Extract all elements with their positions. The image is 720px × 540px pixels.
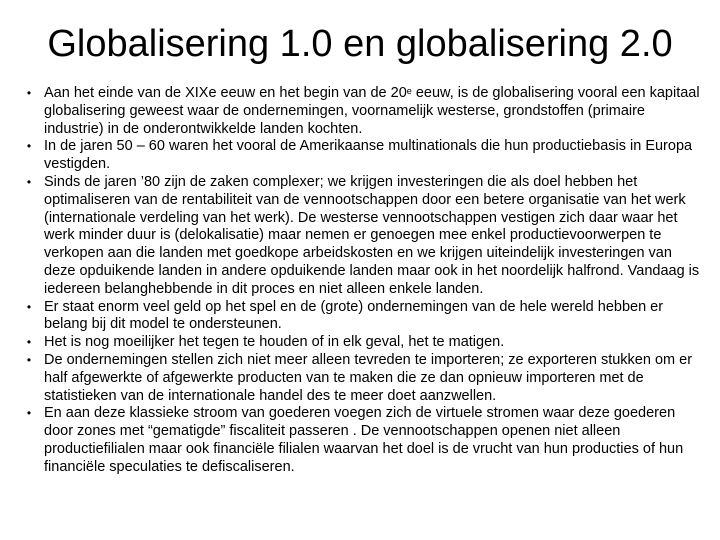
- bullet-list: [26, 85, 704, 477]
- bullet-text: De ondernemingen stellen zich niet meer alleen tevreden te importeren; ze exporteren stukken om er half afgewerkte of afgewerkte producten van te maken die ze dan opnieuw importeren met de statistieken van de internationale handel des te meer doet aanzwellen.: [44, 351, 693, 404]
- bullet-icon: •: [26, 86, 32, 100]
- bullet-text-part: eeuw, is de globalisering vooral een kapitaal globalisering geweest waar de ondernemingen, voornamelijk westerse, grondstoffen (primaire industrie) in de onderontwikkelde landen kochten.: [44, 85, 700, 137]
- bullet-icon: •: [26, 352, 32, 367]
- bullet-text: Sinds de jaren ’80 zijn de zaken complexer; we krijgen investeringen die als doel hebben het optimaliseren van de rentabiliteit van de vennootschappen door een betere organisatie van het werk (internationale verdeling van het werk). De westerse vennootschappen vestigen zich daar waar het werk minder duur is (delokalisatie) maar nemen er genoegen mee enkel productievoorwerpen te verkopen aan die landen met goedkope arbeidskosten en we krijgen uiteindelijk investeringen van deze opduikende landen in andere opduikende landen maar ook in het noordelijk halfrond. Vandaag is iedereen belanghebbende in dit proces en niet alleen enkele landen.: [44, 173, 700, 297]
- bullet-icon: •: [26, 139, 32, 154]
- bullet-icon: •: [26, 299, 32, 314]
- bullet-icon: •: [26, 406, 32, 421]
- bullet-text: Het is nog moeilijker het tegen te houden of in elk geval, het te matigen.: [44, 334, 505, 351]
- superscript: e: [406, 86, 412, 96]
- bullet-text: En aan deze klassieke stroom van goederen voegen zich de virtuele stromen waar deze goederen door zones met “gematigde” fiscaliteit passeren . De vennootschappen openen niet alleen productiefilialen maar ook financiële filialen waarvan het doel is de vrucht van hun producties of hun financiële speculaties te defiscaliseren.: [44, 405, 684, 475]
- bullet-text: [44, 85, 700, 137]
- bullet-item: [26, 351, 704, 405]
- bullet-icon: •: [26, 335, 32, 350]
- bullet-item: [26, 138, 704, 174]
- bullet-icon: •: [26, 174, 32, 189]
- bullet-item: [26, 173, 704, 299]
- bullet-item: [26, 85, 704, 138]
- bullet-item: [26, 405, 704, 476]
- bullet-item: [26, 334, 704, 352]
- slide-title: Globalisering 1.0 en globalisering 2.0: [47, 23, 673, 65]
- bullet-text-part: Aan het einde van de XIXe eeuw en het begin van de 20: [44, 85, 407, 101]
- bullet-item: [26, 298, 704, 335]
- bullet-text: Er staat enorm veel geld op het spel en de (grote) ondernemingen van de hele wereld hebben er belang bij dit model te ondersteunen.: [44, 298, 664, 333]
- bullet-text: In de jaren 50 – 60 waren het vooral de Amerikaanse multinationals die hun productiebasis in Europa vestigden.: [44, 138, 693, 173]
